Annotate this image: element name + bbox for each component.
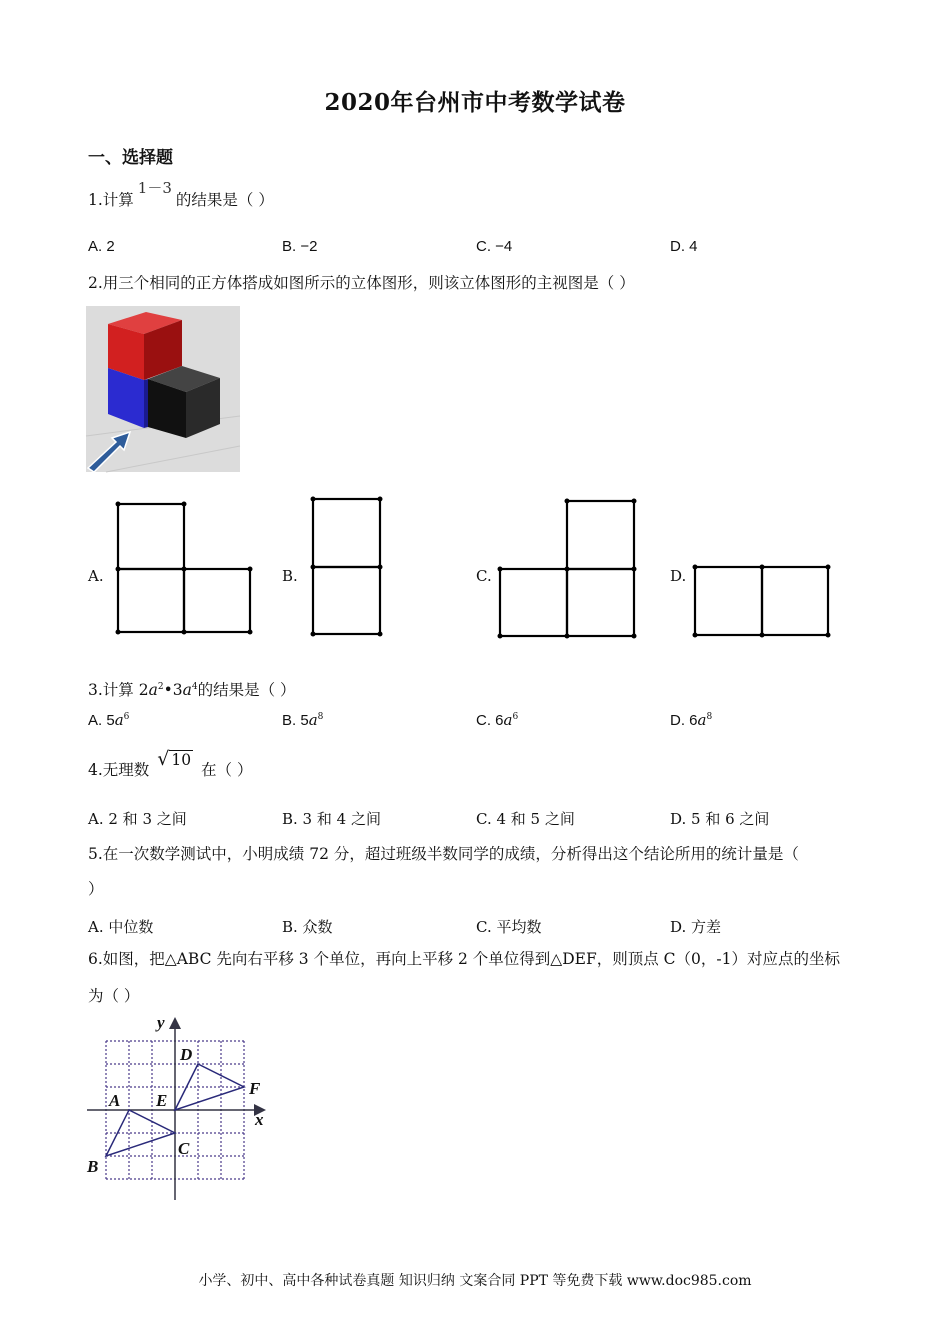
q1-option-a: A. 2 <box>88 238 115 255</box>
q3-exp-2: 4 <box>191 682 198 692</box>
q1-option-b: B. −2 <box>282 238 318 255</box>
q4-option-a: A. 2 和 3 之间 <box>88 810 187 828</box>
point-d-label: D <box>180 1045 193 1064</box>
q3-option-c <box>476 711 518 729</box>
q2-option-b-label: B. <box>282 567 298 585</box>
q1-option-c: C. −4 <box>476 238 513 255</box>
coordinate-grid-figure <box>85 1010 280 1205</box>
cube-figure <box>86 306 240 472</box>
question-1 <box>88 179 274 210</box>
q3-option-c-var: a <box>503 711 513 729</box>
q2-option-a-label: A. <box>88 567 104 585</box>
q3-suffix: 的结果是（ ） <box>197 681 296 700</box>
point-c-label: C <box>178 1139 190 1158</box>
q5-option-b: B. 众数 <box>282 918 333 936</box>
q5-option-a: A. 中位数 <box>88 918 154 936</box>
section-heading: 一、选择题 <box>88 148 173 168</box>
question-5-line-2: ） <box>88 880 104 898</box>
q3-option-c-label: C. 6 <box>476 712 504 729</box>
q3-prefix: 3.计算 2 <box>88 681 149 700</box>
q2-option-c-figure <box>496 496 641 641</box>
q5-option-d: D. 方差 <box>670 918 722 936</box>
point-e-label: E <box>156 1091 168 1110</box>
sqrt-icon: √ <box>157 748 170 770</box>
q4-option-b: B. 3 和 4 之间 <box>282 810 381 828</box>
question-6-line-2: 为（ ） <box>88 987 140 1005</box>
q3-option-d <box>670 711 712 729</box>
q2-option-d-label: D. <box>670 567 687 585</box>
point-f-label: F <box>249 1079 261 1098</box>
q3-option-b-var: a <box>308 711 318 729</box>
q3-option-a <box>88 711 129 729</box>
footer-text: 小学、初中、高中各种试卷真题 知识归纳 文案合同 PPT 等免费下载 www.doc985.com <box>198 1273 752 1289</box>
page-title: 2020年台州市中考数学试卷 <box>324 89 626 116</box>
cube-drawing <box>86 306 240 472</box>
q3-exp-1: 2 <box>157 682 164 692</box>
q3-option-c-exp: 6 <box>512 712 519 722</box>
q4-option-c: C. 4 和 5 之间 <box>476 810 575 828</box>
q3-option-b <box>282 711 323 729</box>
q1-suffix: 的结果是（ ） <box>175 191 274 209</box>
q3-option-d-var: a <box>697 711 707 729</box>
question-5-line-1: 5.在一次数学测试中，小明成绩 72 分，超过班级半数同学的成绩，分析得出这个结论所用的统计量是（ <box>88 845 799 863</box>
q3-var-2: a <box>182 681 192 700</box>
q4-radicand: 10 <box>171 751 192 769</box>
q4-prefix: 4.无理数 <box>88 761 150 779</box>
q3-var-1: a <box>148 681 158 700</box>
question-3 <box>88 677 296 700</box>
q2-option-d-figure <box>690 562 835 642</box>
q3-option-d-label: D. 6 <box>670 712 698 729</box>
q1-expression: 1－3 <box>137 179 172 197</box>
q3-option-b-label: B. 5 <box>282 712 309 729</box>
q3-mid: •3 <box>163 681 183 700</box>
q5-option-c: C. 平均数 <box>476 918 542 936</box>
q2-option-b-figure <box>308 494 388 639</box>
q4-suffix: 在（ ） <box>201 761 253 779</box>
axis-y-label: y <box>157 1013 165 1032</box>
q3-option-a-label: A. 5 <box>88 712 115 729</box>
q2-option-c-label: C. <box>476 567 492 585</box>
q3-option-b-exp: 8 <box>317 712 324 722</box>
q3-option-a-var: a <box>114 711 124 729</box>
q4-option-d: D. 5 和 6 之间 <box>670 810 770 828</box>
q4-sqrt <box>154 748 196 770</box>
point-a-label: A <box>109 1091 121 1110</box>
question-6-line-1: 6.如图，把△ABC 先向右平移 3 个单位，再向上平移 2 个单位得到△DEF，则顶点 C（0，-1）对应点的坐标 <box>88 950 840 968</box>
axis-x-label: x <box>255 1110 264 1129</box>
q3-option-d-exp: 8 <box>706 712 713 722</box>
q1-prefix: 1.计算 <box>88 191 134 209</box>
q2-option-a-figure <box>112 498 257 638</box>
point-b-label: B <box>87 1157 99 1176</box>
q3-option-a-exp: 6 <box>123 712 130 722</box>
question-4 <box>88 748 253 780</box>
q1-option-d: D. 4 <box>670 238 698 255</box>
question-2: 2.用三个相同的正方体搭成如图所示的立体图形，则该立体图形的主视图是（ ） <box>88 274 635 292</box>
